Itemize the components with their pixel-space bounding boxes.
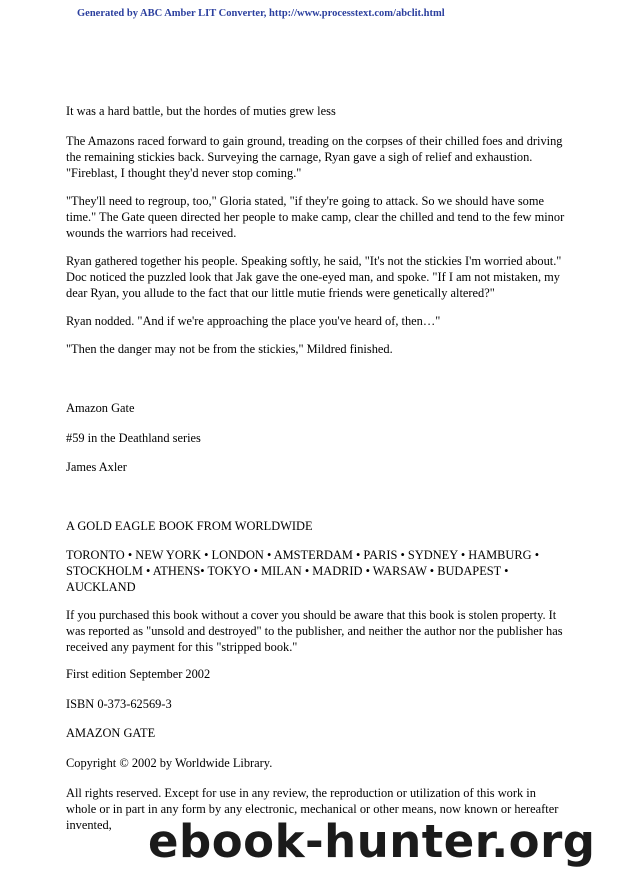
title-caps: AMAZON GATE [66,726,156,740]
paragraph: It was a hard battle, but the hordes of muties grew less [66,104,336,118]
series-line: #59 in the Deathland series [66,431,201,445]
stripped-book-notice: If you purchased this book without a cover you should be aware that this book is stolen property. It was reported as "unsold and destroyed" to the publisher, and neither the author nor the publisher has received any payment for this "stripped book." [66,608,563,654]
watermark-text: ebook-hunter.org [148,815,596,868]
author: James Axler [66,460,127,474]
isbn-line: ISBN 0-373-62569-3 [66,697,172,711]
paragraph: Ryan gathered together his people. Speaking softly, he said, "It's not the stickies I'm worried about." Doc noticed the puzzled look that Jak gave the one-eyed man, and spoke. "If I am not mistaken, my dear Ryan, you allude to the fact that our little mutie friends were genetically altered?" [66,254,562,300]
publisher-line: A GOLD EAGLE BOOK FROM WORLDWIDE [66,519,313,533]
paragraph: "Then the danger may not be from the stickies," Mildred finished. [66,342,393,356]
paragraph: "They'll need to regroup, too," Gloria stated, "if they're going to attack. So we should have some time." The Gate queen directed her people to make camp, clear the chilled and tend to the few minor wounds the warriors had received. [66,194,565,240]
cities-line: TORONTO • NEW YORK • LONDON • AMSTERDAM • PARIS • SYDNEY • HAMBURG • STOCKHOLM • ATHENS• TOKYO • MILAN • MADRID • WARSAW • BUDAPEST • AUCKLAND [66,548,540,594]
converter-header: Generated by ABC Amber LIT Converter, http://www.processtext.com/abclit.html [77,8,445,19]
edition-line: First edition September 2002 [66,667,211,681]
paragraph: The Amazons raced forward to gain ground, treading on the corpses of their chilled foes and driving the remaining stickies back. Surveying the carnage, Ryan gave a sigh of relief and exhaustion. "Fireblast, I thought they'd never stop coming." [66,134,563,180]
book-title: Amazon Gate [66,401,135,415]
paragraph: Ryan nodded. "And if we're approaching the place you've heard of, then…" [66,314,441,328]
rights-paragraph: All rights reserved. Except for use in any review, the reproduction or utilization of this work in whole or in part in any form by any electronic, mechanical or other means, now known or hereafter invented, [66,786,559,832]
copyright-line: Copyright © 2002 by Worldwide Library. [66,756,273,770]
